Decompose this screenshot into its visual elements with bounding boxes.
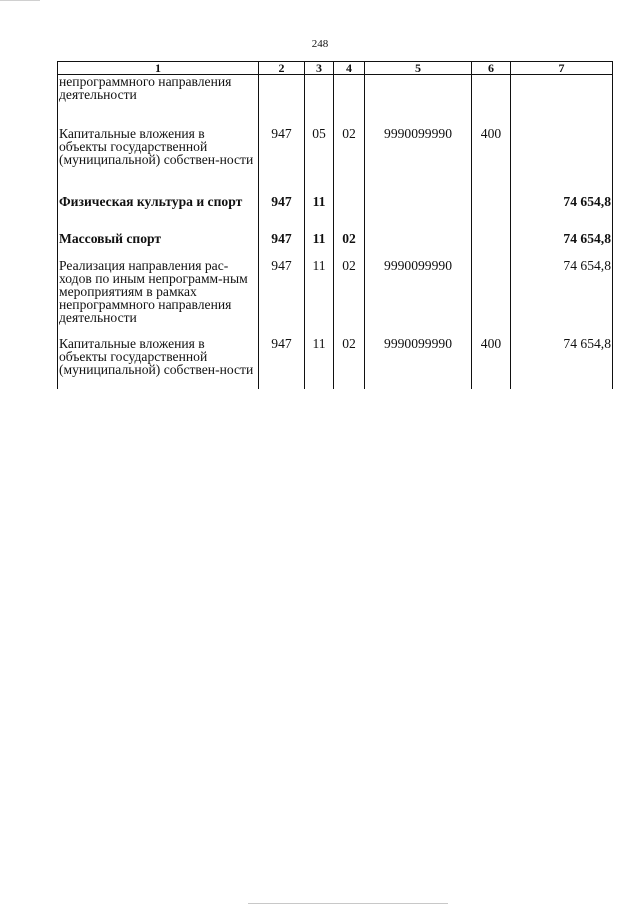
header-col-4: 4 xyxy=(334,62,365,75)
row-target-article: 9990099990 xyxy=(365,127,472,195)
row-target-article: 9990099990 xyxy=(365,337,472,389)
header-col-1: 1 xyxy=(58,62,259,75)
row-amount: 74 654,8 xyxy=(511,337,613,389)
row-ministry-code: 947 xyxy=(259,127,305,195)
row-target-article xyxy=(365,195,472,232)
row-target-article xyxy=(365,232,472,259)
row-ministry-code xyxy=(259,75,305,127)
table-row xyxy=(58,195,613,232)
row-amount: 74 654,8 xyxy=(511,259,613,337)
row-name-cell: Физическая культура и спорт xyxy=(58,195,259,232)
row-subsection-code: 02 xyxy=(334,232,365,259)
row-amount: 74 654,8 xyxy=(511,232,613,259)
row-section-code: 11 xyxy=(305,337,334,389)
row-name-cell: непрограммного направления деятельности xyxy=(58,75,259,127)
row-name-cell: Массовый спорт xyxy=(58,232,259,259)
row-target-article: 9990099990 xyxy=(365,259,472,337)
header-col-7: 7 xyxy=(511,62,613,75)
row-section-code: 11 xyxy=(305,259,334,337)
table-row xyxy=(58,75,613,127)
row-target-article xyxy=(365,75,472,127)
row-section-code: 11 xyxy=(305,232,334,259)
table-row xyxy=(58,232,613,259)
header-col-6: 6 xyxy=(472,62,511,75)
header-col-2: 2 xyxy=(259,62,305,75)
row-subsection-code: 02 xyxy=(334,259,365,337)
scan-edge-mark xyxy=(0,0,40,1)
row-amount xyxy=(511,75,613,127)
row-section-code: 11 xyxy=(305,195,334,232)
row-name-cell: Капитальные вложения в объекты государственной (муниципальной) собствен-ности xyxy=(58,127,259,195)
table-row xyxy=(58,259,613,337)
table-header-row xyxy=(58,62,613,75)
row-expense-type xyxy=(472,259,511,337)
row-amount: 74 654,8 xyxy=(511,195,613,232)
table-row xyxy=(58,337,613,389)
header-col-3: 3 xyxy=(305,62,334,75)
row-ministry-code: 947 xyxy=(259,259,305,337)
row-amount xyxy=(511,127,613,195)
row-section-code xyxy=(305,75,334,127)
header-col-5: 5 xyxy=(365,62,472,75)
row-name-cell: Капитальные вложения в объекты государственной (муниципальной) собствен-ности xyxy=(58,337,259,389)
row-ministry-code: 947 xyxy=(259,337,305,389)
row-name-cell: Реализация направления рас-ходов по иным непрограмм-ным мероприятиям в рамках непрограммного направления деятельности xyxy=(58,259,259,337)
scan-bottom-rule xyxy=(248,903,448,904)
row-ministry-code: 947 xyxy=(259,232,305,259)
row-expense-type xyxy=(472,232,511,259)
row-subsection-code: 02 xyxy=(334,337,365,389)
table-row xyxy=(58,127,613,195)
row-ministry-code: 947 xyxy=(259,195,305,232)
row-subsection-code xyxy=(334,75,365,127)
row-expense-type: 400 xyxy=(472,127,511,195)
row-subsection-code xyxy=(334,195,365,232)
budget-table xyxy=(57,61,613,389)
row-expense-type xyxy=(472,195,511,232)
row-expense-type: 400 xyxy=(472,337,511,389)
row-section-code: 05 xyxy=(305,127,334,195)
row-expense-type xyxy=(472,75,511,127)
row-subsection-code: 02 xyxy=(334,127,365,195)
page-number: 248 xyxy=(311,38,329,50)
